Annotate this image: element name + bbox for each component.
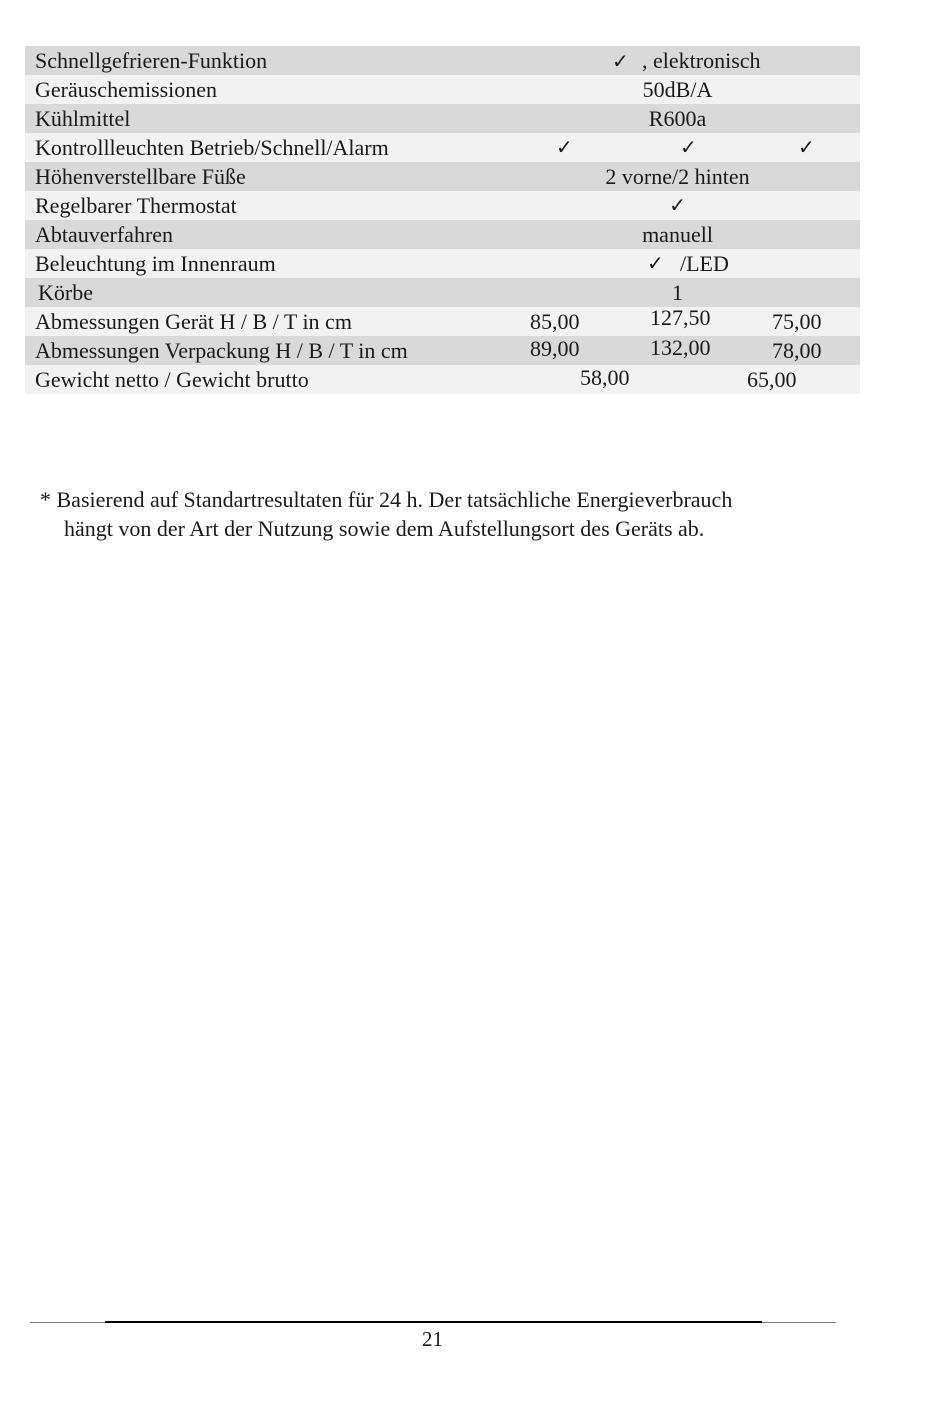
spec-value: 78,00 (772, 338, 822, 363)
spec-label: Höhenverstellbare Füße (35, 164, 246, 189)
footnote-line: hängt von der Art der Nutzung sowie dem Aufstellungsort des Geräts ab. (64, 516, 705, 541)
page-number: 21 (422, 1327, 443, 1351)
spec-row-weight (25, 365, 860, 394)
check-icon: ✓ (798, 135, 815, 159)
spec-value: 89,00 (530, 336, 580, 361)
spec-value: 58,00 (580, 365, 630, 390)
spec-label: Regelbarer Thermostat (35, 193, 237, 218)
spec-label: Körbe (38, 280, 93, 305)
check-icon: ✓ (669, 193, 686, 217)
spec-value: , elektronisch (642, 48, 761, 73)
spec-row-quick-freeze (25, 46, 860, 75)
spec-value: R600a (648, 106, 707, 131)
spec-row-interior-lighting (25, 249, 860, 278)
footnote-line: * Basierend auf Standartresultaten für 24 h. Der tatsächliche Energieverbrauch (40, 487, 733, 512)
spec-row-refrigerant (25, 104, 860, 133)
spec-row-defrost (25, 220, 860, 249)
check-icon: ✓ (612, 49, 629, 73)
spec-value: /LED (680, 251, 729, 276)
spec-value: manuell (642, 222, 713, 247)
spec-value: 1 (672, 280, 683, 305)
spec-value: 85,00 (530, 309, 580, 334)
spec-label: Gewicht netto / Gewicht brutto (35, 367, 309, 392)
spec-row-noise (25, 75, 860, 104)
spec-value: 127,50 (650, 305, 711, 330)
spec-label: Kontrollleuchten Betrieb/Schnell/Alarm (35, 135, 389, 160)
spec-value: 2 vorne/2 hinten (605, 164, 750, 189)
spec-row-adjustable-feet (25, 162, 860, 191)
spec-row-thermostat (25, 191, 860, 220)
spec-row-package-dimensions (25, 336, 860, 365)
spec-label: Kühlmittel (35, 106, 131, 131)
spec-table (25, 46, 860, 394)
check-icon: ✓ (556, 135, 573, 159)
check-icon: ✓ (647, 251, 664, 275)
spec-value: 132,00 (650, 335, 711, 360)
footer-divider (105, 1321, 762, 1323)
spec-label: Abtauverfahren (35, 222, 174, 247)
spec-row-baskets (25, 278, 860, 307)
spec-value: 65,00 (747, 367, 797, 392)
spec-label: Abmessungen Gerät H / B / T in cm (35, 309, 352, 334)
footnote (40, 485, 860, 543)
spec-value: 50dB/A (642, 77, 713, 102)
spec-label: Beleuchtung im Innenraum (35, 251, 276, 276)
check-icon: ✓ (680, 135, 697, 159)
spec-row-device-dimensions (25, 307, 860, 336)
spec-label: Schnellgefrieren-Funktion (35, 48, 268, 73)
spec-label: Abmessungen Verpackung H / B / T in cm (35, 338, 408, 363)
spec-row-indicator-lights (25, 133, 860, 162)
spec-value: 75,00 (772, 309, 822, 334)
spec-label: Geräuschemissionen (35, 77, 218, 102)
